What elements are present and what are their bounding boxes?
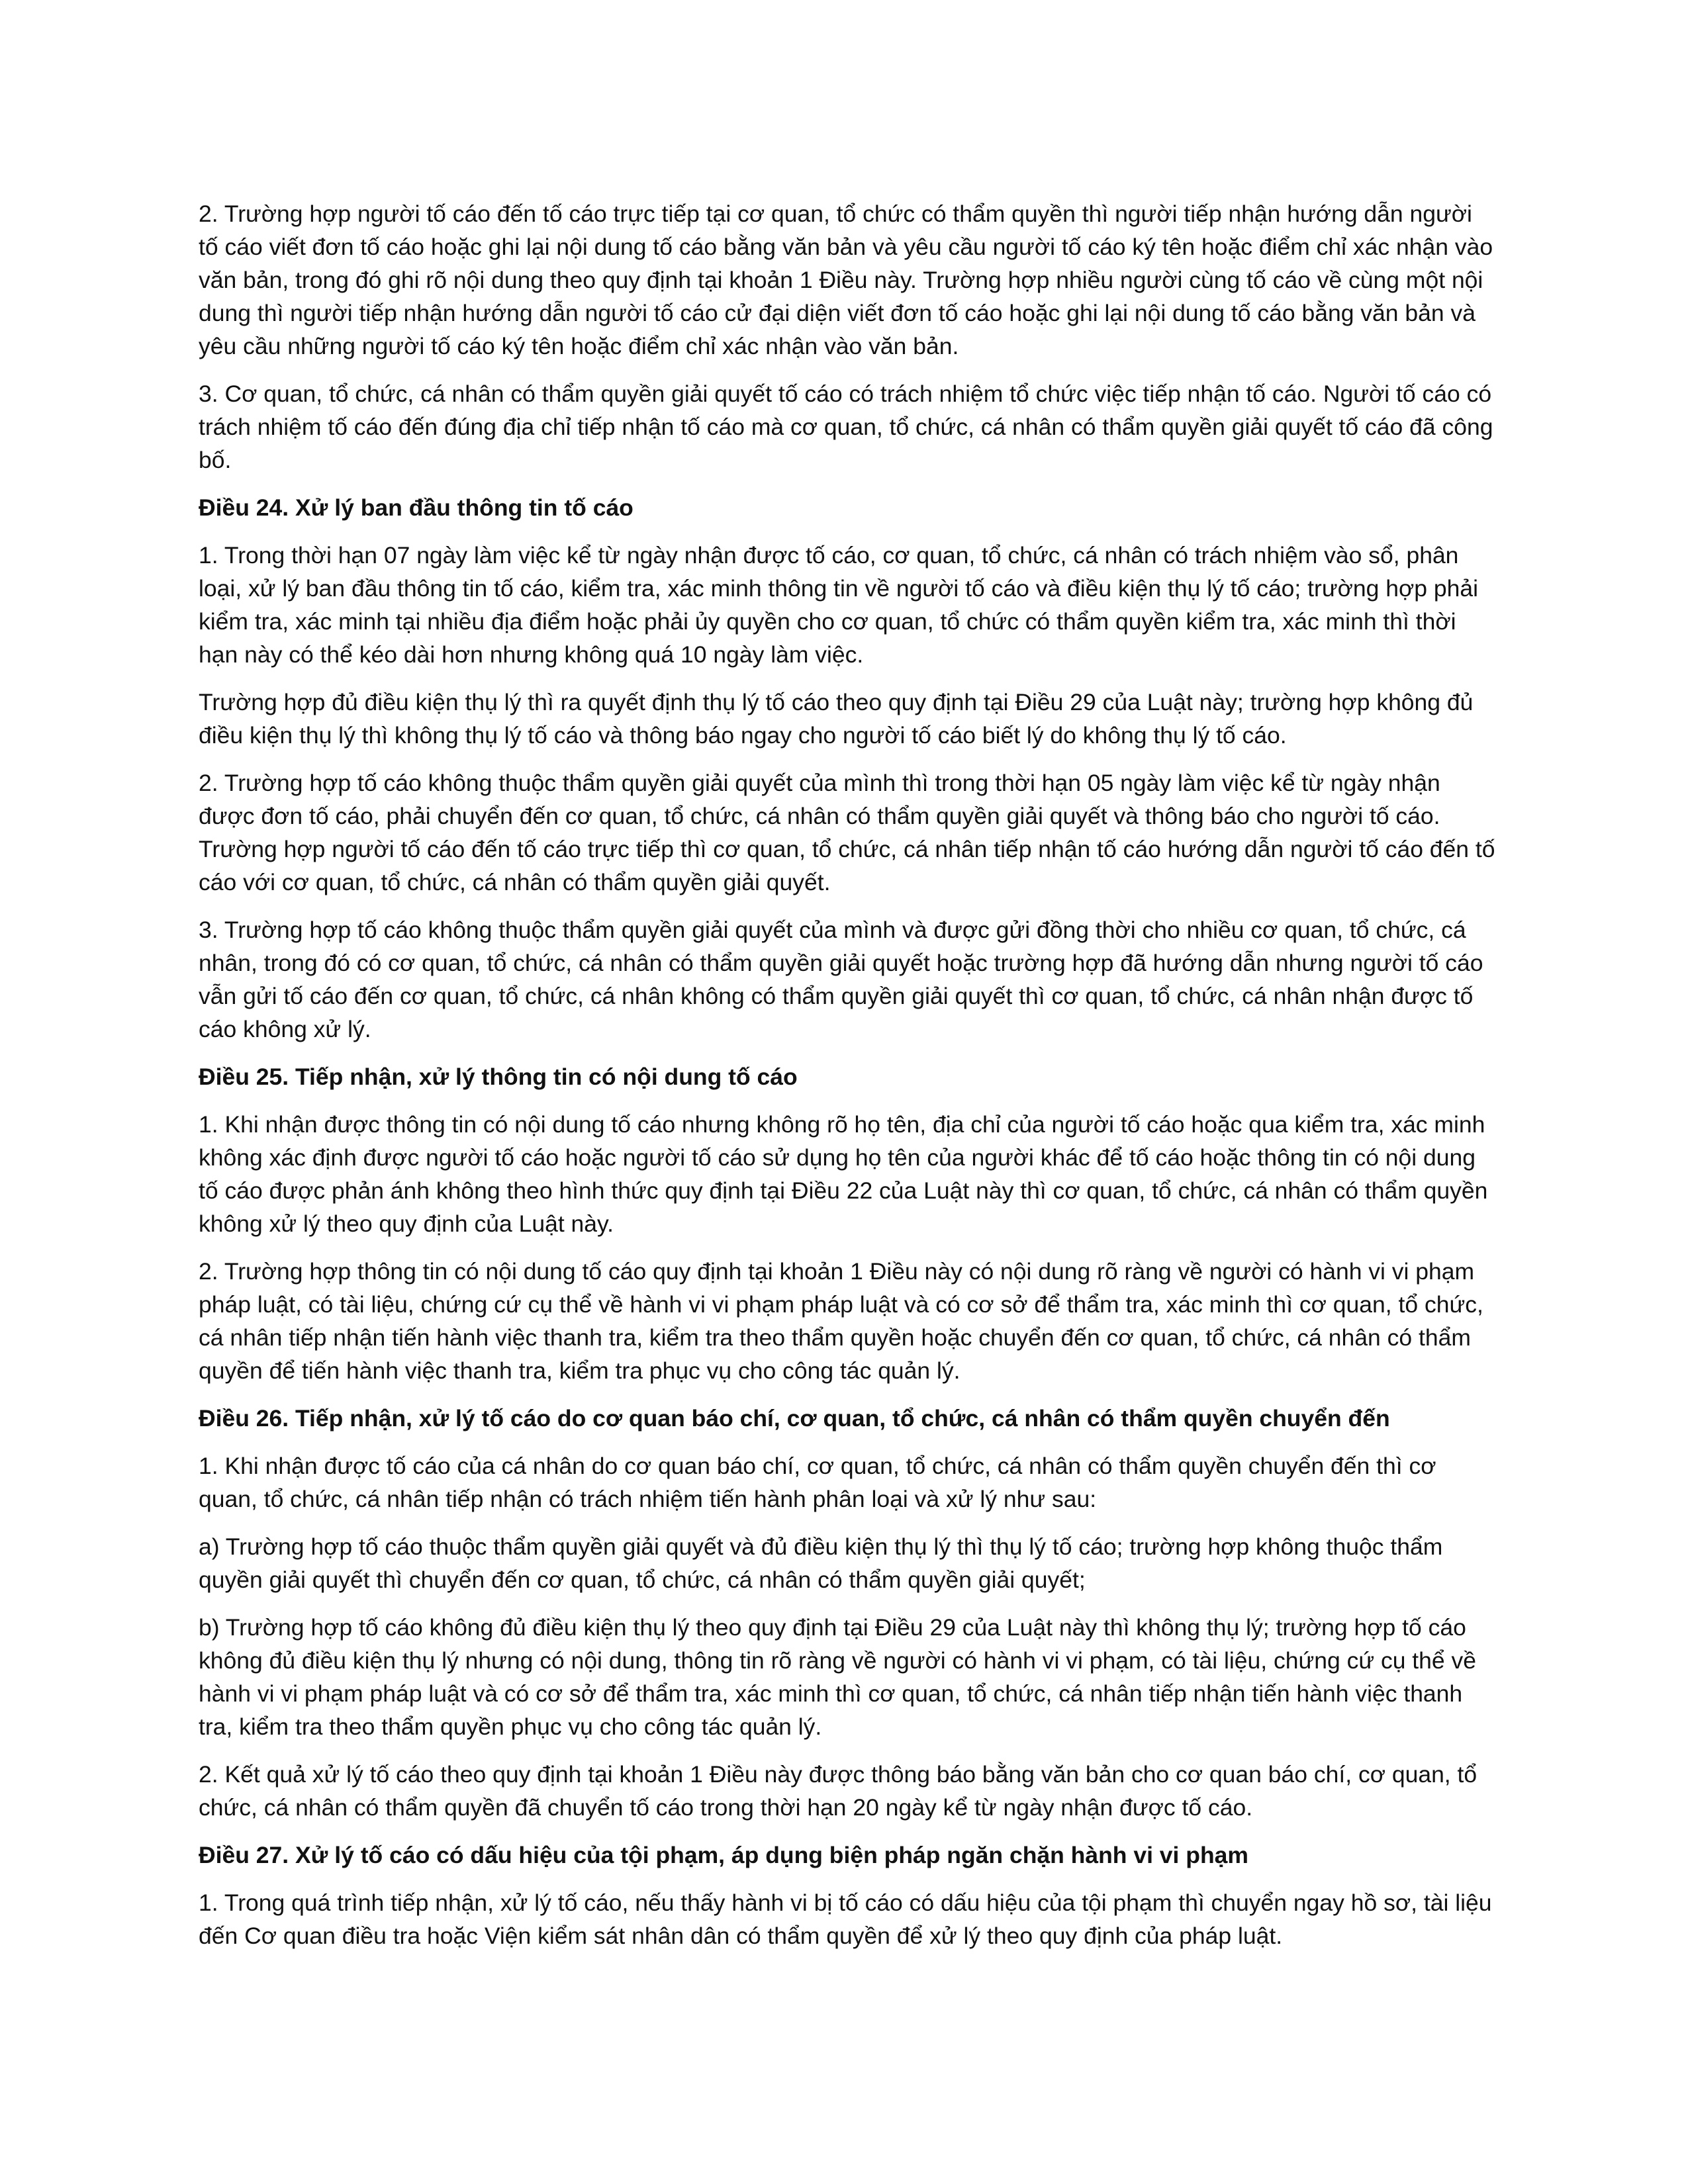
document-page xyxy=(199,197,1496,1967)
paragraph: 3. Cơ quan, tổ chức, cá nhân có thẩm quyền giải quyết tố cáo có trách nhiệm tổ chức việc tiếp nhận tố cáo. Người tố cáo có trách nhiệm tố cáo đến đúng địa chỉ tiếp nhận tố cáo mà cơ quan, tổ chức, cá nhân có thẩm quyền giải quyết tố cáo đã công bố. xyxy=(199,381,1493,473)
article-heading: Điều 25. Tiếp nhận, xử lý thông tin có nội dung tố cáo xyxy=(199,1064,798,1090)
paragraph: 1. Trong thời hạn 07 ngày làm việc kể từ ngày nhận được tố cáo, cơ quan, tổ chức, cá nhân có trách nhiệm vào sổ, phân loại, xử lý ban đầu thông tin tố cáo, kiểm tra, xác minh thông tin về người tố cáo và điều kiện thụ lý tố cáo; trường hợp phải kiểm tra, xác minh tại nhiều địa điểm hoặc phải ủy quyền cho cơ quan, tổ chức có thẩm quyền kiểm tra, xác minh thì thời hạn này có thể kéo dài hơn nhưng không quá 10 ngày làm việc. xyxy=(199,542,1478,668)
paragraph: b) Trường hợp tố cáo không đủ điều kiện thụ lý theo quy định tại Điều 29 của Luật này thì không thụ lý; trường hợp tố cáo không đủ điều kiện thụ lý nhưng có nội dung, thông tin rõ ràng về người có hành vi vi phạm, có tài liệu, chứng cứ cụ thể về hành vi vi phạm pháp luật và có cơ sở để thẩm tra, xác minh thì cơ quan, tổ chức, cá nhân tiếp nhận tiến hành việc thanh tra, kiểm tra theo thẩm quyền phục vụ cho công tác quản lý. xyxy=(199,1614,1477,1740)
paragraph: 2. Trường hợp người tố cáo đến tố cáo trực tiếp tại cơ quan, tổ chức có thẩm quyền thì người tiếp nhận hướng dẫn người tố cáo viết đơn tố cáo hoặc ghi lại nội dung tố cáo bằng văn bản và yêu cầu người tố cáo ký tên hoặc điểm chỉ xác nhận vào văn bản, trong đó ghi rõ nội dung theo quy định tại khoản 1 Điều này. Trường hợp nhiều người cùng tố cáo về cùng một nội dung thì người tiếp nhận hướng dẫn người tố cáo cử đại diện viết đơn tố cáo hoặc ghi lại nội dung tố cáo bằng văn bản và yêu cầu những người tố cáo ký tên hoặc điểm chỉ xác nhận vào văn bản. xyxy=(199,201,1493,359)
article-heading: Điều 24. Xử lý ban đầu thông tin tố cáo xyxy=(199,494,633,521)
paragraph: 1. Khi nhận được thông tin có nội dung tố cáo nhưng không rõ họ tên, địa chỉ của người tố cáo hoặc qua kiểm tra, xác minh không xác định được người tố cáo hoặc người tố cáo sử dụng họ tên của người khác để tố cáo hoặc thông tin có nội dung tố cáo được phản ánh không theo hình thức quy định tại Điều 22 của Luật này thì cơ quan, tổ chức, cá nhân có thẩm quyền không xử lý theo quy định của Luật này. xyxy=(199,1111,1488,1237)
paragraph: Trường hợp đủ điều kiện thụ lý thì ra quyết định thụ lý tố cáo theo quy định tại Điều 29 của Luật này; trường hợp không đủ điều kiện thụ lý thì không thụ lý tố cáo và thông báo ngay cho người tố cáo biết lý do không thụ lý tố cáo. xyxy=(199,689,1474,749)
paragraph: 2. Trường hợp tố cáo không thuộc thẩm quyền giải quyết của mình thì trong thời hạn 05 ngày làm việc kể từ ngày nhận được đơn tố cáo, phải chuyển đến cơ quan, tổ chức, cá nhân có thẩm quyền giải quyết và thông báo cho người tố cáo. Trường hợp người tố cáo đến tố cáo trực tiếp thì cơ quan, tổ chức, cá nhân tiếp nhận tố cáo hướng dẫn người tố cáo đến tố cáo với cơ quan, tổ chức, cá nhân có thẩm quyền giải quyết. xyxy=(199,770,1495,895)
paragraph: 1. Trong quá trình tiếp nhận, xử lý tố cáo, nếu thấy hành vi bị tố cáo có dấu hiệu của tội phạm thì chuyển ngay hồ sơ, tài liệu đến Cơ quan điều tra hoặc Viện kiểm sát nhân dân có thẩm quyền để xử lý theo quy định của pháp luật. xyxy=(199,1889,1492,1949)
article-heading: Điều 27. Xử lý tố cáo có dấu hiệu của tội phạm, áp dụng biện pháp ngăn chặn hành vi vi phạm xyxy=(199,1842,1248,1868)
paragraph: 1. Khi nhận được tố cáo của cá nhân do cơ quan báo chí, cơ quan, tổ chức, cá nhân có thẩm quyền chuyển đến thì cơ quan, tổ chức, cá nhân tiếp nhận có trách nhiệm tiến hành phân loại và xử lý như sau: xyxy=(199,1453,1436,1512)
paragraph: 2. Kết quả xử lý tố cáo theo quy định tại khoản 1 Điều này được thông báo bằng văn bản cho cơ quan báo chí, cơ quan, tổ chức, cá nhân có thẩm quyền đã chuyển tố cáo trong thời hạn 20 ngày kể từ ngày nhận được tố cáo. xyxy=(199,1761,1477,1821)
paragraph: 3. Trường hợp tố cáo không thuộc thẩm quyền giải quyết của mình và được gửi đồng thời cho nhiều cơ quan, tổ chức, cá nhân, trong đó có cơ quan, tổ chức, cá nhân có thẩm quyền giải quyết hoặc trường hợp đã hướng dẫn nhưng người tố cáo vẫn gửi tố cáo đến cơ quan, tổ chức, cá nhân không có thẩm quyền giải quyết thì cơ quan, tổ chức, cá nhân nhận được tố cáo không xử lý. xyxy=(199,917,1483,1042)
article-heading: Điều 26. Tiếp nhận, xử lý tố cáo do cơ quan báo chí, cơ quan, tổ chức, cá nhân có thẩm quyền chuyển đến xyxy=(199,1405,1390,1432)
paragraph: a) Trường hợp tố cáo thuộc thẩm quyền giải quyết và đủ điều kiện thụ lý thì thụ lý tố cáo; trường hợp không thuộc thẩm quyền giải quyết thì chuyển đến cơ quan, tổ chức, cá nhân có thẩm quyền giải quyết; xyxy=(199,1533,1443,1593)
paragraph: 2. Trường hợp thông tin có nội dung tố cáo quy định tại khoản 1 Điều này có nội dung rõ ràng về người có hành vi vi phạm pháp luật, có tài liệu, chứng cứ cụ thể về hành vi vi phạm pháp luật và có cơ sở để thẩm tra, xác minh thì cơ quan, tổ chức, cá nhân tiếp nhận tiến hành việc thanh tra, kiểm tra theo thẩm quyền hoặc chuyển đến cơ quan, tổ chức, cá nhân có thẩm quyền để tiến hành việc thanh tra, kiểm tra phục vụ cho công tác quản lý. xyxy=(199,1258,1483,1384)
